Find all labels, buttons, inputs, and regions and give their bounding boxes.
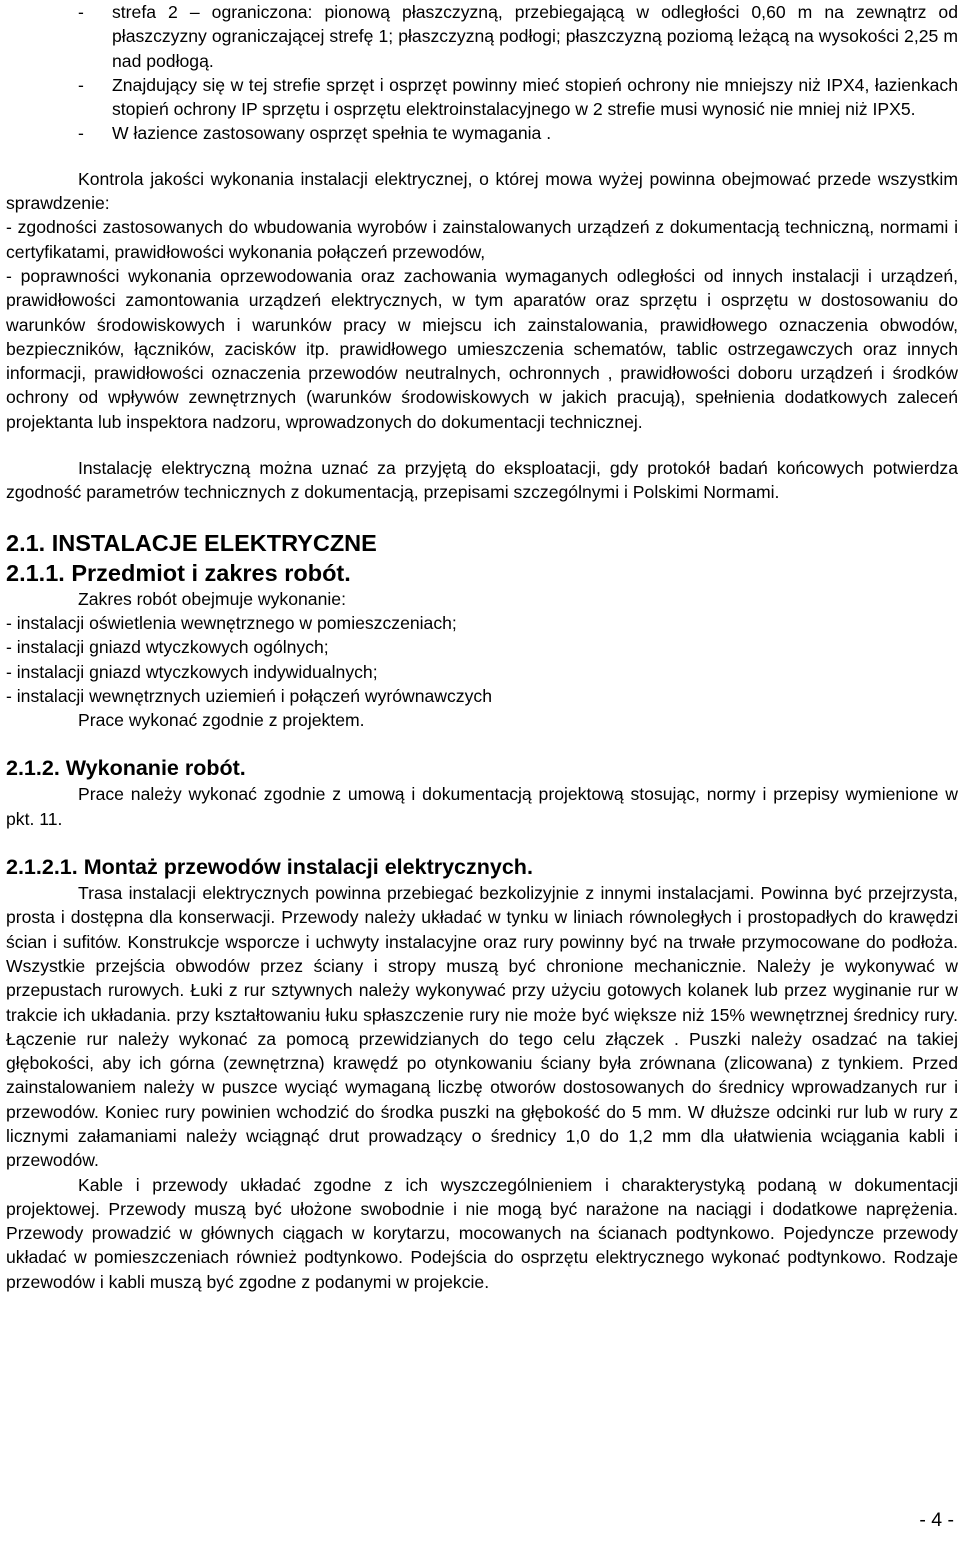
subsection-title-execution: 2.1.2. Wykonanie robót. <box>6 756 246 781</box>
scope-item: - instalacji oświetlenia wewnętrznego w pomieszczeniach; <box>6 612 457 633</box>
spacer <box>6 831 958 854</box>
list-item <box>6 121 958 145</box>
quality-item: - zgodności zastosowanych do wbudowania wyrobów i zainstalowanych urządzeń z dokumentacją techniczną, normami i certyfikatami, prawidłowości wykonania połączeń przewodów, <box>6 217 958 262</box>
bullet-dash: - <box>78 2 84 22</box>
scope-item: - instalacji gniazd wtyczkowych ogólnych; <box>6 637 329 658</box>
acceptance-paragraph: Instalację elektryczną można uznać za przyjętą do eksploatacji, gdy protokół badań końcowych potwierdza zgodność parametrów technicznych z dokumentacją, przepisami szczególnymi i Polskimi Normami. <box>6 458 958 503</box>
intro-bullet-list <box>6 0 958 146</box>
execution-paragraph: Prace należy wykonać zgodnie z umową i dokumentacją projektową stosując, normy i przepisy wymienione w pkt. 11. <box>6 784 958 829</box>
spacer <box>6 434 958 456</box>
page-number: - 4 - <box>919 1509 954 1531</box>
list-item-text: W łazience zastosowany osprzęt spełnia te wymagania . <box>112 123 552 144</box>
scope-intro: Zakres robót obejmuje wykonanie: <box>78 588 346 609</box>
list-item <box>6 73 958 122</box>
spacer <box>6 146 958 167</box>
spacer <box>6 732 958 755</box>
spacer <box>6 505 958 527</box>
subsection-title-mounting: 2.1.2.1. Montaż przewodów instalacji elektrycznych. <box>6 855 533 880</box>
document-page <box>6 0 958 1294</box>
scope-item: - instalacji gniazd wtyczkowych indywidualnych; <box>6 661 378 682</box>
subsection-title-scope: 2.1.1. Przedmiot i zakres robót. <box>6 559 351 586</box>
quality-control-paragraph: Kontrola jakości wykonania instalacji elektrycznej, o której mowa wyżej powinna obejmować przede wszystkim sprawdzenie: <box>6 168 958 214</box>
list-item-text: Znajdujący się w tej strefie sprzęt i osprzęt powinny mieć stopień ochrony nie mniejszy niż IPX4, łazienkach stopień ochrony IP sprzętu i osprzętu elektroinstalacyjnego w 2 strefie musi wynosić nie mniej niż IPX5. <box>112 74 958 120</box>
bullet-dash: - <box>78 74 84 95</box>
list-item <box>6 0 958 73</box>
mounting-paragraph: Trasa instalacji elektrycznych powinna przebiegać bezkolizyjnie z innymi instalacjami. Powinna być przejrzysta, prosta i dostępna dla konserwacji. Przewody należy układać w tynku w liniach równoległych i prostopadłych do krawędzi ścian i sufitów. Konstrukcje wsporcze i uchwyty instalacyjne oraz rury powinny być na trwałe przymocowane do podłoża. Wszystkie przejścia obwodów przez ściany i stropy muszą być chronione mechanicznie. Należy je wykonywać w przepustach rurowych. Łuki z rur sztywnych należy wykonywać przy użyciu gotowych kolanek lub przez wyginanie rur w trakcie ich układania. przy kształtowaniu łuku spłaszczenie rury nie może być większe niż 15% wewnętrznej średnicy rury. Łączenie rur należy wykonać za pomocą przewidzianych do tego celu złączek . Puszki należy osadzać na takiej głębokości, aby ich górna (zewnętrzna) krawędź po otynkowaniu ściany była zrównana (zlicowana) z tynkiem. Przed zainstalowaniem należy w puszce wyciąć wymaganą liczbę otworów dostosowanych do średnicy wprowadzanych rur i przewodów. Koniec rury powinien wchodzić do środka puszki na głębokość do 5 mm. W dłuższe odcinki rur lub w rury z licznymi załamaniami należy wciągnąć drut prowadzący o średnicy 1,0 do 1,2 mm dla ułatwienia wciągania kabli i przewodów. <box>6 883 958 1171</box>
scope-item: - instalacji wewnętrznych uziemień i połączeń wyrównawczych <box>6 685 492 706</box>
section-title: 2.1. INSTALACJE ELEKTRYCZNE <box>6 529 377 556</box>
quality-item: - poprawności wykonania oprzewodowania oraz zachowania wymaganych odległości od innych instalacji i urządzeń, prawidłowości zamontowania urządzeń elektrycznych, w tym aparatów oraz sprzętu i osprzętu w dostosowaniu do warunków środowiskowych i warunków pracy w miejscu ich zainstalowania, prawidłowego oznaczenia obwodów, bezpieczników, łączników, zacisków itp. prawidłowego umieszczenia schematów, tablic ostrzegawczych oraz innych informacji, prawidłowości oznaczenia przewodów neutralnych, ochronnych , prawidłowości doboru urządzeń i środków ochrony od wpływów zewnętrznych (warunków środowiskowych w jakich pracują), spełnienia dodatkowych zaleceń projektanta lub inspektora nadzoru, wprowadzonych do dokumentacji technicznej. <box>6 265 958 432</box>
bullet-dash: - <box>78 123 84 144</box>
scope-closing: Prace wykonać zgodnie z projektem. <box>78 710 365 731</box>
mounting-paragraph: Kable i przewody układać zgodne z ich wyszczególnieniem i charakterystyką podaną w dokumentacji projektowej. Przewody muszą być ułożone swobodnie i nie mogą być narażone na naciągi i dodatkowe naprężenia. Przewody prowadzić w głównych ciągach w korytarzu, mocowanych na ścianach podtynkowo. Pojedyncze przewody układać w pomieszczeniach również podtynkowo. Podejścia do osprzętu elektrycznego wykonać podtynkowo. Rodzaje przewodów i kabli muszą być zgodne z podanymi w projekcie. <box>6 1174 958 1292</box>
list-item-text: strefa 2 – ograniczona: pionową płaszczyzną, przebiegającą w odległości 0,60 m na zewnątrz od płaszczyzny ograniczającej strefę 1; płaszczyzną podłogi; płaszczyzną poziomą leżącą na wysokości 2,25 m nad podłogą. <box>112 2 958 71</box>
